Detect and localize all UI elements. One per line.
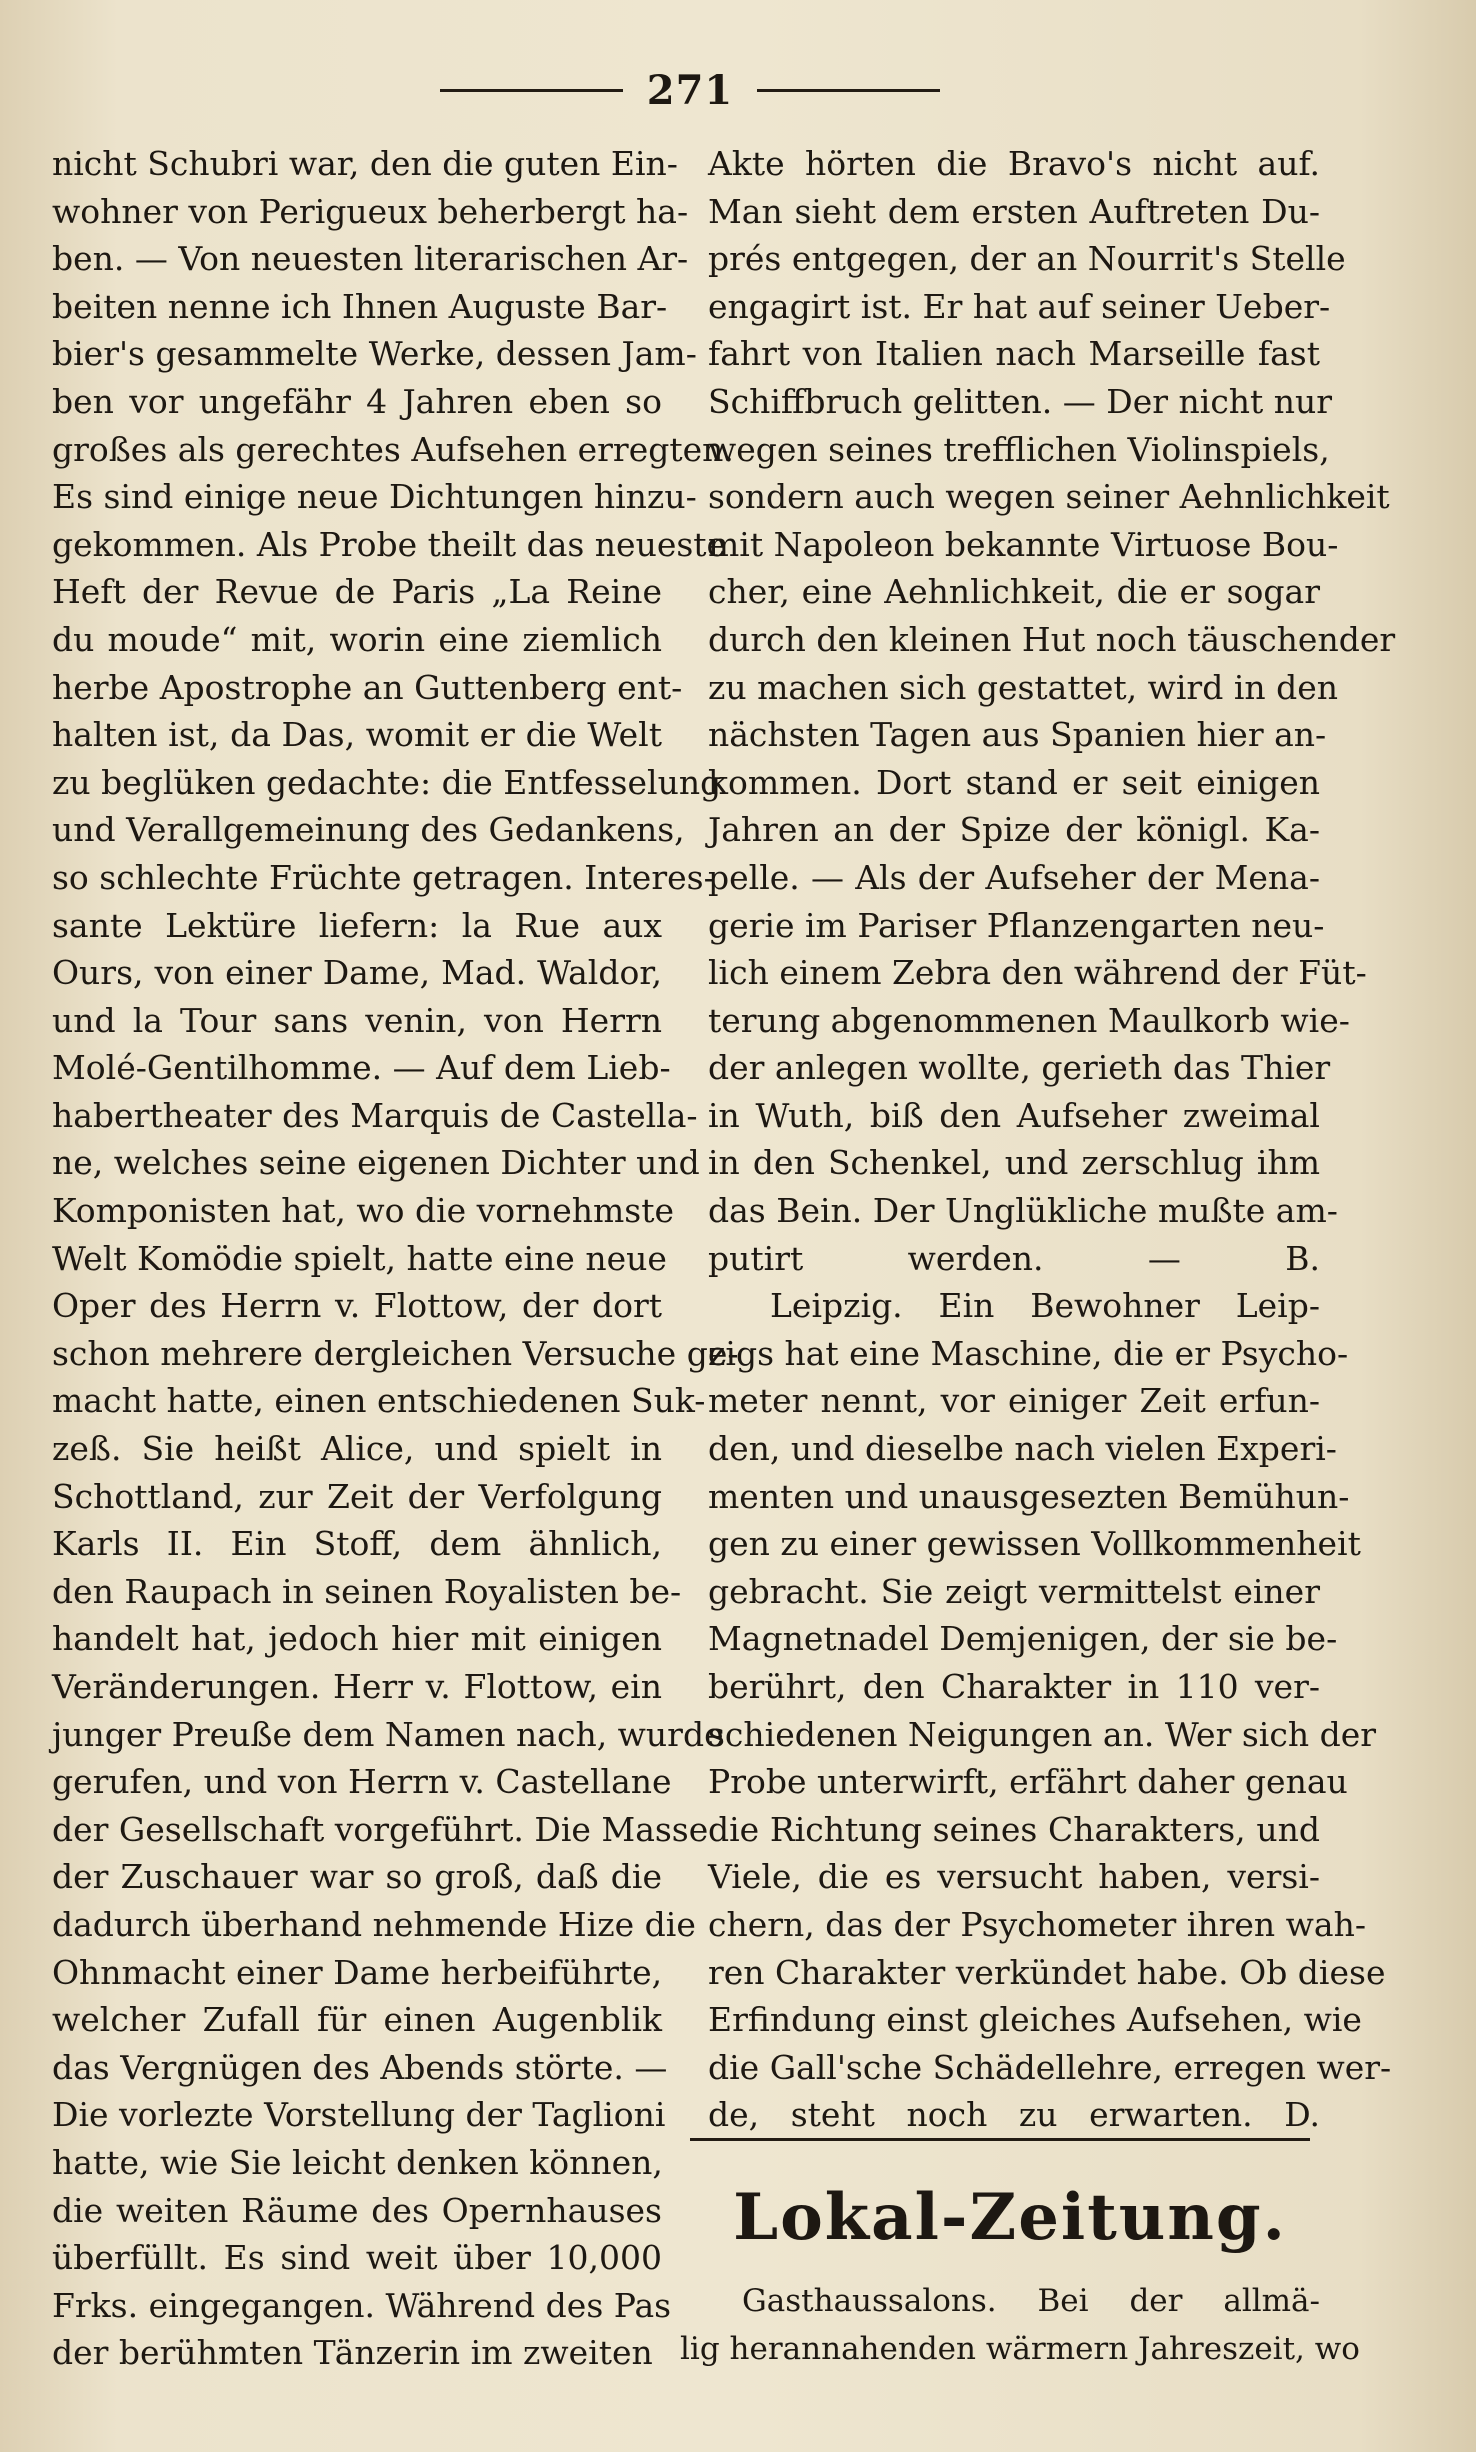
text-line: in den Schenkel, und zerschlug ihm [708, 1143, 1320, 1183]
text-line: zu machen sich gestattet, wird in den [708, 667, 1339, 707]
text-line: überfüllt. Es sind weit über 10,000 [52, 2238, 662, 2278]
text-line: fahrt von Italien nach Marseille fast [708, 334, 1320, 374]
text-line: Man sieht dem ersten Auftreten Du- [708, 191, 1320, 231]
text-line: die weiten Räume des Opernhauses [52, 2190, 662, 2230]
text-line: cher, eine Aehnlichkeit, die er sogar [708, 572, 1320, 612]
header-rule-right [757, 89, 940, 92]
text-line: Leipzig. Ein Bewohner Leip- [770, 1286, 1320, 1326]
text-line: so schlechte Früchte getragen. Interes- [52, 857, 715, 897]
text-line: der Zuschauer war so groß, daß die [52, 1857, 662, 1897]
text-line: zigs hat eine Maschine, die er Psycho- [708, 1333, 1349, 1373]
text-line: putirt werden. — B. [708, 1238, 1320, 1278]
text-line: terung abgenommenen Maulkorb wie- [708, 1000, 1350, 1040]
text-line: gen zu einer gewissen Vollkommenheit [708, 1524, 1361, 1564]
text-line: das Bein. Der Unglükliche mußte am- [708, 1191, 1338, 1231]
text-line: der Gesellschaft vorgeführt. Die Masse [52, 1809, 709, 1849]
text-line: Gasthaussalons. Bei der allmä- [742, 2283, 1320, 2319]
text-line: Karls II. Ein Stoff, dem ähnlich, [52, 1524, 662, 1564]
text-line: gerie im Pariser Pflanzengarten neu- [708, 905, 1325, 945]
section-body [680, 2278, 1360, 2373]
text-line: macht hatte, einen entschiedenen Suk- [52, 1381, 706, 1421]
text-line: welcher Zufall für einen Augenblik [52, 2000, 662, 2040]
text-line: sondern auch wegen seiner Aehnlichkeit [708, 477, 1390, 517]
text-line: engagirt ist. Er hat auf seiner Ueber- [708, 286, 1331, 326]
text-line: bier's gesammelte Werke, dessen Jam- [52, 334, 697, 374]
text-line: menten und unausgesezten Bemühun- [708, 1476, 1350, 1516]
text-line: ne, welches seine eigenen Dichter und [52, 1143, 700, 1183]
text-line: Es sind einige neue Dichtungen hinzu- [52, 477, 697, 517]
text-line: Ours, von einer Dame, Mad. Waldor, [52, 953, 662, 993]
page-header [440, 60, 940, 120]
text-line: nicht Schubri war, den die guten Ein- [52, 144, 678, 183]
text-line: Schiffbruch gelitten. — Der nicht nur [708, 381, 1333, 421]
text-line: Schottland, zur Zeit der Verfolgung [52, 1476, 662, 1516]
text-line: hatte, wie Sie leicht denken können, [52, 2142, 663, 2182]
left-column [52, 140, 739, 2377]
text-line: durch den kleinen Hut noch täuschender [708, 619, 1396, 659]
text-line: zu beglüken gedachte: die Entfesselung [52, 762, 722, 802]
text-line: handelt hat, jedoch hier mit einigen [52, 1619, 662, 1659]
text-line: ben. — Von neuesten literarischen Ar- [52, 239, 689, 279]
text-line: Komponisten hat, wo die vornehmste [52, 1191, 675, 1231]
text-line: der berühmten Tänzerin im zweiten [52, 2333, 653, 2373]
text-line: das Vergnügen des Abends störte. — [52, 2047, 668, 2087]
text-line: die Richtung seines Charakters, und [708, 1809, 1320, 1849]
text-line: in Wuth, biß den Aufseher zweimal [708, 1095, 1320, 1135]
text-line: chern, das der Psychometer ihren wah- [708, 1904, 1366, 1944]
text-line: sante Lektüre liefern: la Rue aux [52, 905, 662, 945]
text-line: die Gall'sche Schädellehre, erregen wer- [708, 2047, 1392, 2087]
text-line: Magnetnadel Demjenigen, der sie be- [708, 1619, 1338, 1659]
text-line: gerufen, und von Herrn v. Castellane [52, 1762, 672, 1802]
text-line: dadurch überhand nehmende Hize die [52, 1904, 696, 1944]
text-line: gebracht. Sie zeigt vermittelst einer [708, 1571, 1320, 1611]
text-line: halten ist, da Das, womit er die Welt [52, 715, 662, 755]
text-line: nächsten Tagen aus Spanien hier an- [708, 715, 1327, 755]
right-column [708, 140, 1396, 2139]
text-line: Probe unterwirft, erfährt daher genau [708, 1762, 1348, 1802]
page-number: 271 [646, 66, 734, 114]
text-line: Welt Komödie spielt, hatte eine neue [52, 1238, 667, 1278]
text-line: mit Napoleon bekannte Virtuose Bou- [708, 524, 1339, 564]
text-line: Erfindung einst gleiches Aufsehen, wie [708, 2000, 1362, 2040]
text-line: schiedenen Neigungen an. Wer sich der [708, 1714, 1376, 1754]
text-line: wegen seines trefflichen Violinspiels, [708, 429, 1330, 469]
text-line: Viele, die es versucht haben, versi- [708, 1857, 1320, 1897]
text-line: Veränderungen. Herr v. Flottow, ein [52, 1667, 662, 1706]
text-line: Die vorlezte Vorstellung der Taglioni [52, 2095, 666, 2135]
text-line: den Raupach in seinen Royalisten be- [52, 1571, 682, 1611]
text-line: wohner von Perigueux beherbergt ha- [52, 191, 689, 231]
text-line: ren Charakter verkündet habe. Ob diese [708, 1952, 1386, 1992]
text-line: schon mehrere dergleichen Versuche ge- [52, 1333, 739, 1373]
text-line: kommen. Dort stand er seit einigen [708, 762, 1320, 802]
text-line: ben vor ungefähr 4 Jahren eben so [52, 381, 662, 421]
text-line: meter nennt, vor einiger Zeit erfun- [708, 1381, 1320, 1421]
text-line: junger Preuße dem Namen nach, wurde [52, 1714, 724, 1754]
text-line: Heft der Revue de Paris „La Reine [52, 572, 662, 612]
text-line: habertheater des Marquis de Castella- [52, 1095, 698, 1135]
text-line: und Verallgemeinung des Gedankens, [52, 810, 685, 850]
text-line: den, und dieselbe nach vielen Experi- [708, 1429, 1337, 1469]
text-line: beiten nenne ich Ihnen Auguste Bar- [52, 286, 668, 326]
text-line: Molé-Gentilhomme. — Auf dem Lieb- [52, 1048, 671, 1088]
text-line: der anlegen wollte, gerieth das Thier [708, 1048, 1331, 1088]
section-title: Lokal-Zeitung. [733, 2180, 1287, 2255]
text-line: Oper des Herrn v. Flottow, der dort [52, 1286, 662, 1326]
text-line: Akte hörten die Bravo's nicht auf. [708, 144, 1320, 183]
text-line: Ohnmacht einer Dame herbeiführte, [52, 1952, 663, 1992]
text-line: pelle. — Als der Aufseher der Mena- [708, 857, 1320, 897]
text-line: berührt, den Charakter in 110 ver- [708, 1667, 1320, 1706]
text-line: Jahren an der Spize der königl. Ka- [708, 810, 1320, 850]
header-rule-left [440, 89, 623, 92]
text-line: großes als gerechtes Aufsehen erregten. [52, 429, 734, 469]
text-line: herbe Apostrophe an Guttenberg ent- [52, 667, 683, 707]
text-line: prés entgegen, der an Nourrit's Stelle [708, 239, 1346, 279]
section-divider-rule [690, 2138, 1310, 2141]
text-line: lich einem Zebra den während der Füt- [708, 953, 1367, 993]
text-line: zeß. Sie heißt Alice, und spielt in [52, 1429, 662, 1469]
text-line: lig herannahenden wärmern Jahreszeit, wo [680, 2330, 1360, 2367]
text-line: und la Tour sans venin, von Herrn [52, 1000, 662, 1040]
text-line: Frks. eingegangen. Während des Pas [52, 2285, 672, 2325]
text-line: du moude“ mit, worin eine ziemlich [52, 619, 662, 659]
text-line: de, steht noch zu erwarten. D. [708, 2095, 1320, 2135]
text-line: gekommen. Als Probe theilt das neueste [52, 524, 727, 564]
